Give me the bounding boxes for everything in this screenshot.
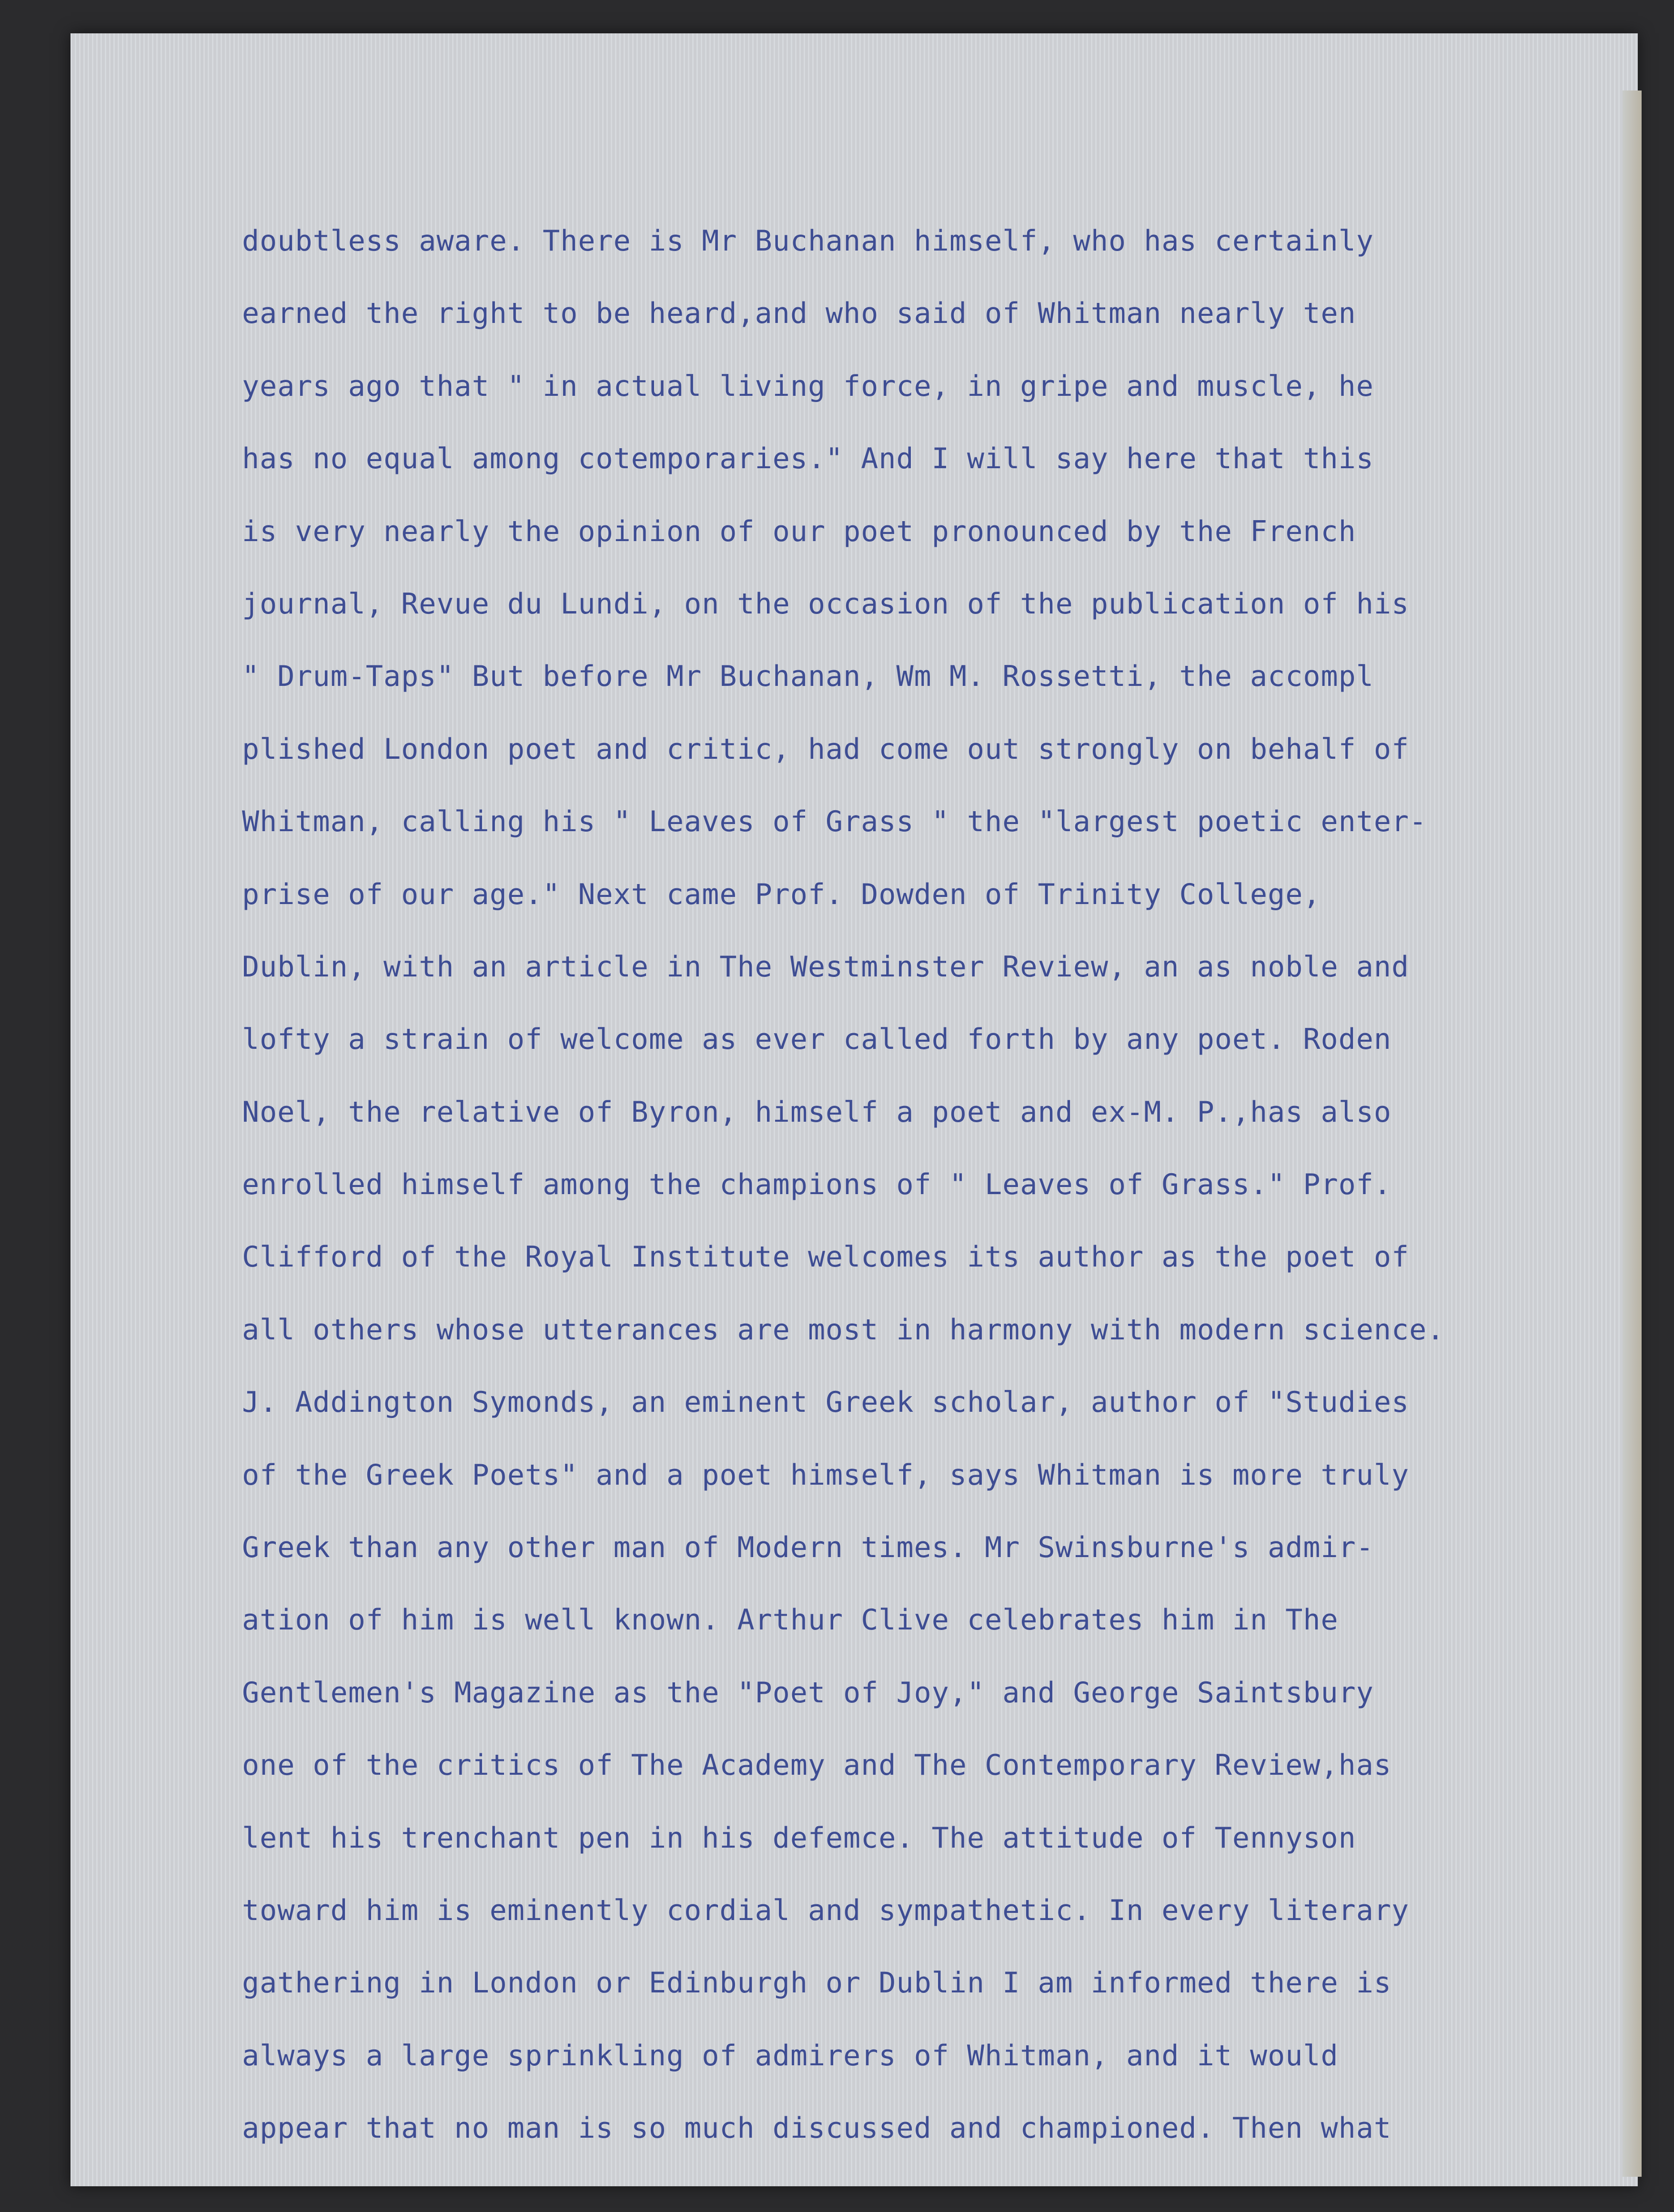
text-line: one of the critics of The Academy and The Contemporary Review,has (242, 1749, 1392, 1782)
text-line: Greek than any other man of Modern times. Mr Swinsburne's admir- (242, 1531, 1374, 1565)
text-line: all others whose utterances are most in harmony with modern science. (242, 1313, 1445, 1347)
text-line: Clifford of the Royal Institute welcomes its author as the poet of (242, 1240, 1410, 1274)
text-line: Whitman, calling his " Leaves of Grass " the "largest poetic enter- (242, 805, 1427, 839)
text-line: appear that no man is so much discussed and championed. Then what (242, 2111, 1392, 2145)
text-line: years ago that " in actual living force, in gripe and muscle, he (242, 369, 1374, 403)
text-line: always a large sprinkling of admirers of Whitman, and it would (242, 2039, 1339, 2072)
text-line: Dublin, with an article in The Westminster Review, an as noble and (242, 950, 1410, 984)
text-line: J. Addington Symonds, an eminent Greek scholar, author of "Studies (242, 1386, 1410, 1419)
text-line: prise of our age." Next came Prof. Dowden of Trinity College, (242, 877, 1321, 911)
text-line: Noel, the relative of Byron, himself a poet and ex-M. P.,has also (242, 1095, 1392, 1129)
text-line: of the Greek Poets" and a poet himself, says Whitman is more truly (242, 1458, 1410, 1492)
text-line: is very nearly the opinion of our poet pronounced by the French (242, 514, 1356, 548)
text-line: enrolled himself among the champions of " Leaves of Grass." Prof. (242, 1168, 1392, 1202)
text-line: lofty a strain of welcome as ever called forth by any poet. Roden (242, 1023, 1392, 1056)
text-line: has no equal among cotemporaries." And I will say here that this (242, 442, 1374, 476)
typed-text-body (242, 205, 1624, 2165)
text-line: " Drum-Taps" But before Mr Buchanan, Wm M. Rossetti, the accompl (242, 660, 1374, 694)
paper-edge (1623, 90, 1642, 2177)
text-line: lent his trenchant pen in his defemce. The attitude of Tennyson (242, 1821, 1356, 1855)
text-line: plished London poet and critic, had come out strongly on behalf of (242, 732, 1410, 766)
text-line: journal, Revue du Lundi, on the occasion of the publication of his (242, 587, 1410, 621)
typed-paper-sheet (71, 33, 1638, 2186)
text-line: toward him is eminently cordial and sympathetic. In every literary (242, 1893, 1410, 1927)
text-line: earned the right to be heard,and who said of Whitman nearly ten (242, 297, 1356, 331)
text-line: Gentlemen's Magazine as the "Poet of Joy," and George Saintsbury (242, 1676, 1374, 1709)
text-line: gathering in London or Edinburgh or Dublin I am informed there is (242, 1966, 1392, 2000)
text-line: ation of him is well known. Arthur Clive celebrates him in The (242, 1603, 1339, 1637)
text-line: doubtless aware. There is Mr Buchanan himself, who has certainly (242, 224, 1374, 258)
